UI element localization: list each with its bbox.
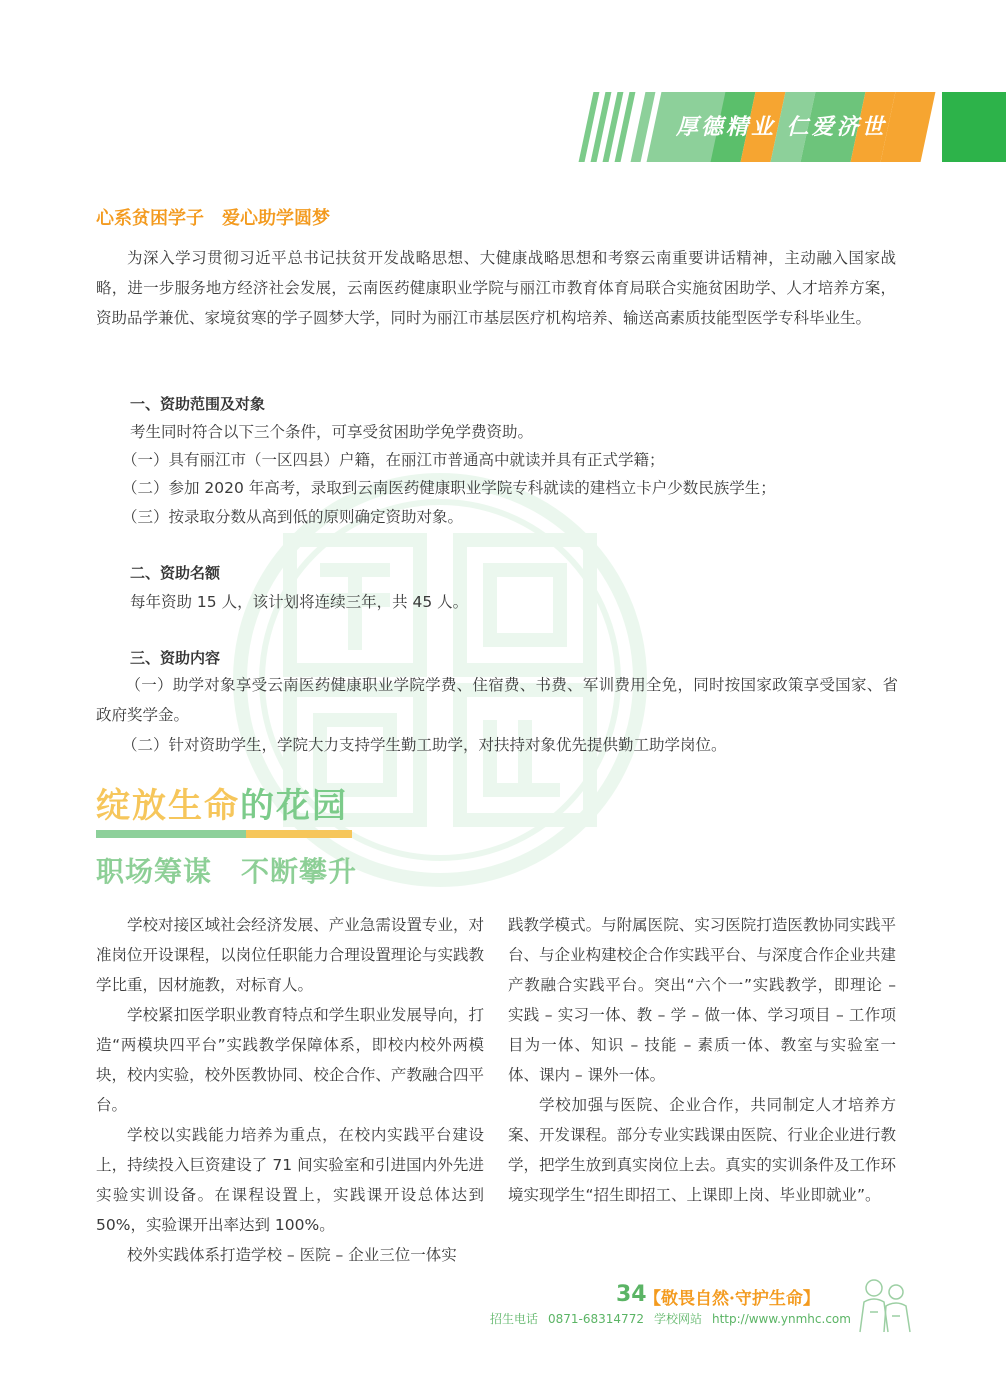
scope-item: （二）参加 2020 年高考，录取到云南医药健康职业学院专科就读的建档立卡户少数民族学生； [122, 479, 776, 497]
quota-title: 二、资助名额 [130, 564, 221, 582]
content-title: 三、资助内容 [130, 649, 221, 667]
site-url[interactable]: http://www.ynmhc.com [711, 1312, 851, 1326]
section-subtitle: 职场筹谋 不断攀升 [96, 855, 358, 888]
footer-slogan: 【敬畏自然·守护生命】 [644, 1289, 820, 1309]
header-slogan: 厚德精业 仁爱济世 [676, 114, 887, 140]
title-bar-orange [246, 830, 352, 838]
site-label: 学校网站 [653, 1312, 702, 1326]
content-item: （一）助学对象享受云南医药健康职业学院学费、住宿费、书费、军训费用全免，同时按国家政策享受国家、省政府奖学金。 [96, 676, 898, 724]
scope-item: （一）具有丽江市（一区四县）户籍，在丽江市普通高中就读并具有正式学籍； [122, 451, 665, 469]
quota-text: 每年资助 15 人，该计划将连续三年，共 45 人。 [130, 593, 469, 611]
intro-paragraph: 为深入学习贯彻习近平总书记扶贫开发战略思想、大健康战略思想和考察云南重要讲话精神，主动融入国家战略，进一步服务地方经济社会发展，云南医药健康职业学院与丽江市教育体育局联合实施贫困助学、人才培养方案，资助品学兼优、家境贫寒的学子圆梦大学，同时为丽江市基层医疗机构培养、输送高素质技能型医学专科毕业生。 [96, 249, 896, 327]
phone-number: 0871-68314772 [548, 1312, 644, 1326]
body-paragraph: 校外实践体系打造学校 – 医院 – 企业三位一体实 [127, 1246, 457, 1264]
right-column [508, 910, 896, 1210]
section-title-part: 绽放生命 [96, 786, 240, 826]
body-paragraph: 学校紧扣医学职业教育特点和学生职业发展导向，打造“两模块四平台”实践教学保障体系，即校内校外两模块，校内实验，校外医教协同、校企合作、产教融合四平台。 [96, 1006, 484, 1114]
body-paragraph: 学校加强与医院、企业合作，共同制定人才培养方案、开发课程。部分专业实践课由医院、行业企业进行教学，把学生放到真实岗位上去。真实的实训条件及工作环境实现学生“招生即招工、上课即上岗、毕业即就业”。 [508, 1096, 896, 1204]
body-paragraph: 学校对接区域社会经济发展、产业急需设置专业，对准岗位开设课程，以岗位任职能力合理设置理论与实践教学比重，因材施教，对标育人。 [96, 916, 484, 994]
header-banner [580, 92, 1006, 162]
scope-title: 一、资助范围及对象 [130, 395, 266, 413]
doctor-figures-illustration [852, 1272, 916, 1336]
scope-item: （三）按录取分数从高到低的原则确定资助对象。 [122, 508, 464, 526]
body-paragraph: 践教学模式。与附属医院、实习医院打造医教协同实践平台、与企业构建校企合作实践平台、与深度合作企业共建产教融合实践平台。突出“六个一”实践教学，即理论 – 实践 – 实习一体、教 – 学 – 做一体、学习项目 – 工作项目为一体、知识 – 技能 – 素质一体、教室与实验室一体、课内 – 课外一体。 [508, 916, 896, 1084]
footer-contact [490, 1310, 861, 1327]
title-bar-green [96, 830, 246, 838]
phone-label: 招生电话 [490, 1312, 539, 1326]
banner-solid-green [942, 92, 1006, 162]
scope-intro: 考生同时符合以下三个条件，可享受贫困助学免学费资助。 [130, 423, 534, 441]
section-title-part: 的花园 [240, 786, 348, 826]
body-paragraph: 学校以实践能力培养为重点，在校内实践平台建设上，持续投入巨资建设了 71 间实验室和引进国内外先进实验实训设备。在课程设置上，实践课开设总体达到 50%，实验课开出率达到 100%。 [96, 1126, 484, 1234]
section-title [96, 778, 348, 827]
left-column [96, 910, 484, 1270]
page-footer [490, 1282, 910, 1332]
section-heading: 心系贫困学子 爱心助学圆梦 [96, 208, 330, 229]
page-number: 34 [616, 1282, 647, 1307]
content-item: （二）针对资助学生，学院大力支持学生勤工助学，对扶持对象优先提供勤工助学岗位。 [122, 736, 727, 754]
